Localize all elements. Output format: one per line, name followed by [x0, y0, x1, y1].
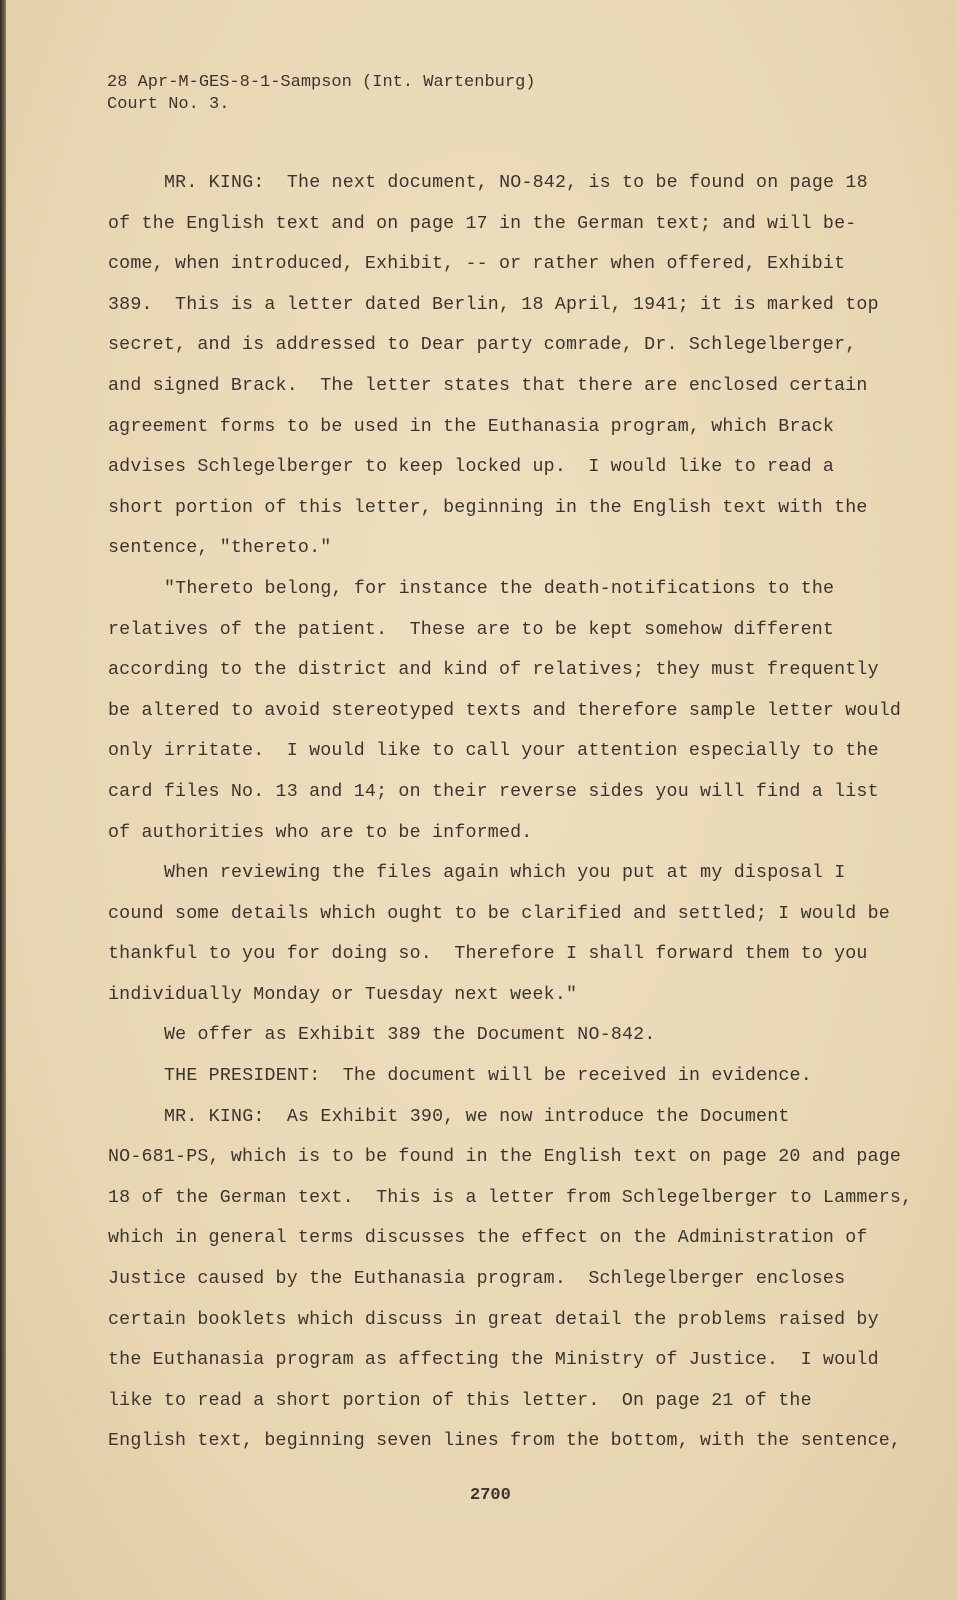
text-line: according to the district and kind of relatives; they must frequently: [108, 660, 879, 681]
text-line: We offer as Exhibit 389 the Document NO-842.: [164, 1025, 656, 1046]
text-line: be altered to avoid stereotyped texts and therefore sample letter would: [108, 700, 902, 721]
text-line: and signed Brack. The letter states that there are enclosed certain: [108, 375, 868, 396]
text-line: individually Monday or Tuesday next week.": [108, 984, 578, 1005]
text-line: card files No. 13 and 14; on their reverse sides you will find a list: [108, 781, 879, 802]
text-line: come, when introduced, Exhibit, -- or rather when offered, Exhibit: [108, 254, 846, 275]
transcript-body: [108, 172, 913, 1471]
document-header: [107, 72, 535, 116]
text-line: certain booklets which discuss in great detail the problems raised by: [108, 1309, 879, 1330]
text-line: short portion of this letter, beginning in the English text with the: [108, 497, 868, 518]
header-reference: 28 Apr-M-GES-8-1-Sampson (Int. Wartenburg): [107, 73, 536, 92]
text-line: sentence, "thereto.": [108, 538, 332, 559]
text-line: THE PRESIDENT: The document will be received in evidence.: [164, 1066, 812, 1087]
text-line: Justice caused by the Euthanasia program. Schlegelberger encloses: [108, 1269, 846, 1290]
text-line: cound some details which ought to be clarified and settled; I would be: [108, 903, 890, 924]
text-line: secret, and is addressed to Dear party comrade, Dr. Schlegelberger,: [108, 335, 857, 356]
text-line: only irritate. I would like to call your attention especially to the: [108, 741, 879, 762]
text-line: thankful to you for doing so. Therefore I shall forward them to you: [108, 944, 868, 965]
text-line: of authorities who are to be informed.: [108, 822, 533, 843]
text-line: of the English text and on page 17 in the German text; and will be-: [108, 213, 857, 234]
text-line: relatives of the patient. These are to be kept somehow different: [108, 619, 835, 640]
text-line: the Euthanasia program as affecting the Ministry of Justice. I would: [108, 1350, 879, 1371]
text-line: When reviewing the files again which you put at my disposal I: [164, 863, 846, 884]
text-line: "Thereto belong, for instance the death-notifications to the: [164, 578, 835, 599]
page-number: 2700: [470, 1486, 511, 1505]
text-line: agreement forms to be used in the Euthanasia program, which Brack: [108, 416, 835, 437]
text-line: NO-681-PS, which is to be found in the English text on page 20 and page: [108, 1147, 902, 1168]
text-line: English text, beginning seven lines from the bottom, with the sentence,: [108, 1431, 902, 1452]
text-line: MR. KING: The next document, NO-842, is to be found on page 18: [164, 173, 868, 193]
header-court: Court No. 3.: [107, 95, 230, 114]
text-line: 389. This is a letter dated Berlin, 18 April, 1941; it is marked top: [108, 294, 879, 315]
text-line: like to read a short portion of this letter. On page 21 of the: [108, 1390, 812, 1411]
text-line: MR. KING: As Exhibit 390, we now introduce the Document: [164, 1106, 790, 1127]
text-line: which in general terms discusses the effect on the Administration of: [108, 1228, 868, 1249]
text-line: 18 of the German text. This is a letter from Schlegelberger to Lammers,: [108, 1187, 913, 1208]
text-line: advises Schlegelberger to keep locked up. I would like to read a: [108, 457, 835, 478]
